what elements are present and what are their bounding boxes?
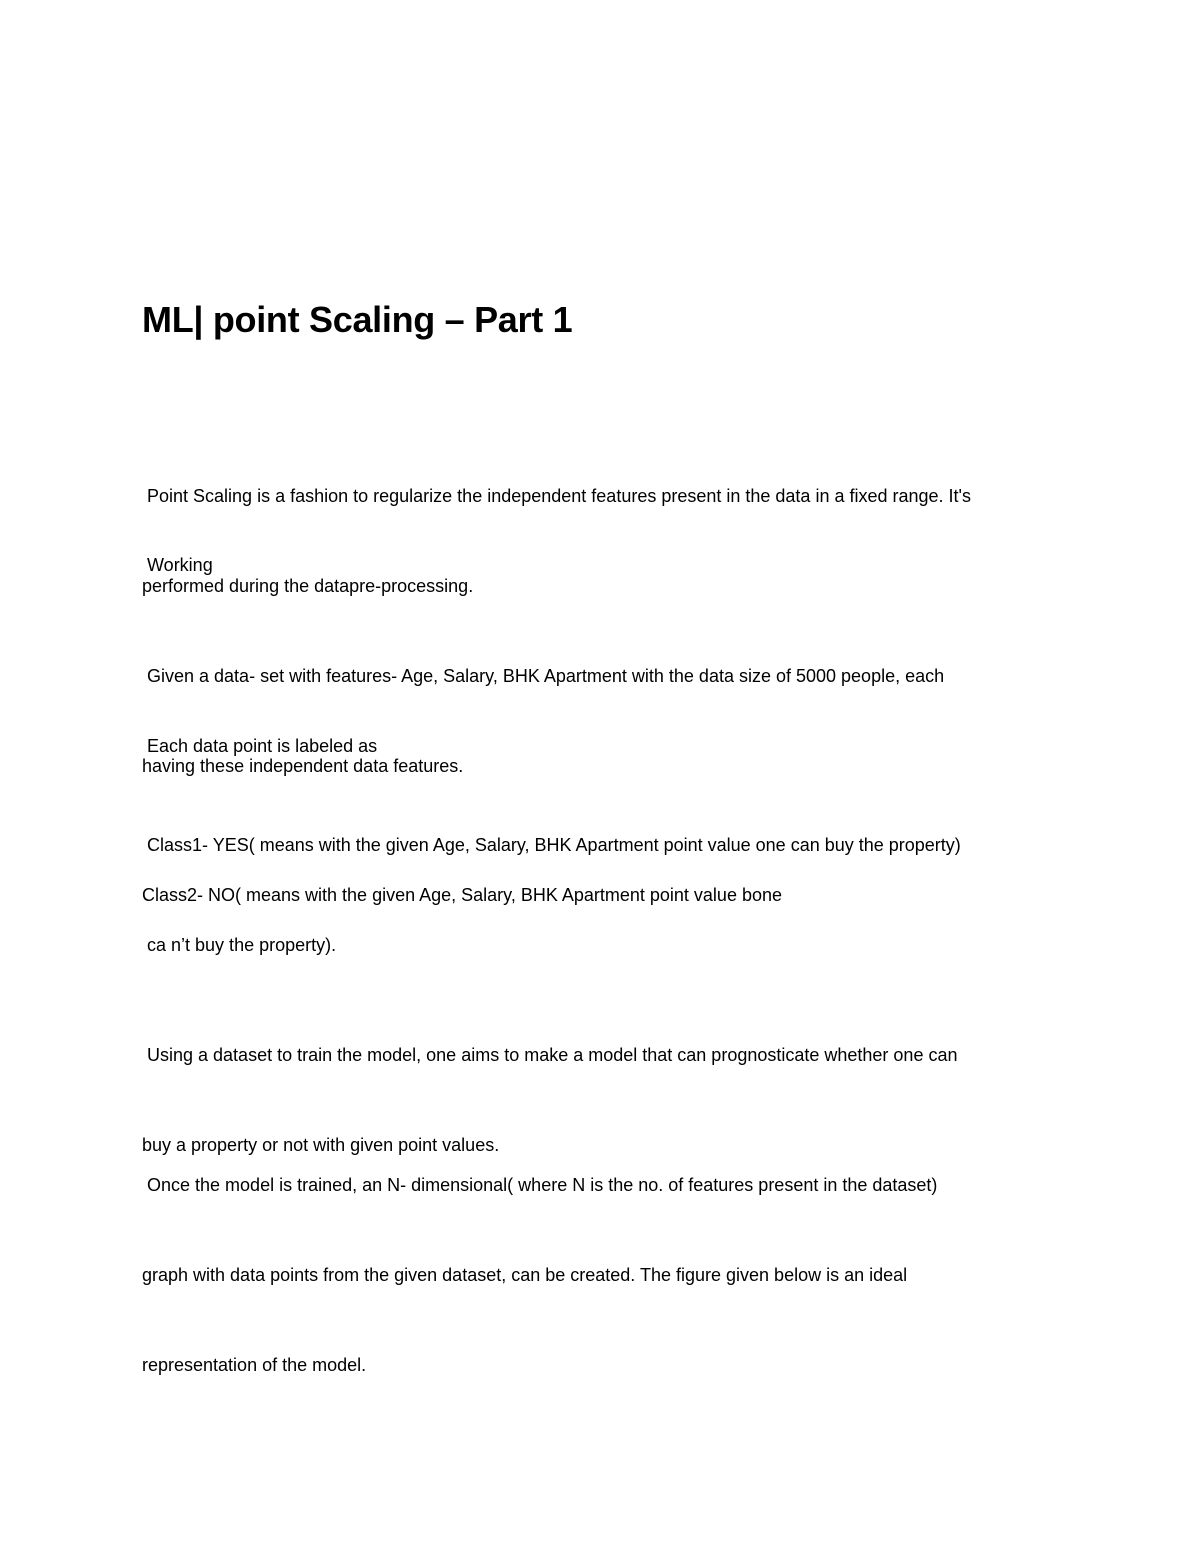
intro-line-1: Point Scaling is a fashion to regularize the independent features present in the data in a fixed range. It's [142, 486, 971, 506]
working-heading: Working [142, 555, 213, 575]
given-line-2: having these independent data features. [142, 756, 464, 776]
given-paragraph [142, 601, 1062, 841]
using-line-1: Using a dataset to train the model, one aims to make a model that can prognosticate whether one can [142, 1045, 958, 1065]
labeled-paragraph: Each data point is labeled as [142, 736, 378, 756]
using-line-2: buy a property or not with given point values. [142, 1135, 500, 1155]
once-line-1: Once the model is trained, an N- dimensional( where N is the no. of features present in the dataset) [142, 1175, 938, 1195]
given-line-1: Given a data- set with features- Age, Salary, BHK Apartment with the data size of 5000 people, each [142, 666, 945, 686]
once-line-2: graph with data points from the given dataset, can be created. The figure given below is an ideal [142, 1265, 908, 1285]
class1-paragraph: Class1- YES( means with the given Age, Salary, BHK Apartment point value one can buy the property) [142, 835, 961, 855]
once-paragraph [142, 1110, 1062, 1440]
intro-line-2: performed during the datapre-processing. [142, 576, 474, 596]
class2-paragraph: Class2- NO( means with the given Age, Salary, BHK Apartment point value bone [142, 885, 782, 905]
class2-continuation: ca n’t buy the property). [142, 935, 337, 955]
page-title: ML| point Scaling – Part 1 [142, 299, 573, 340]
once-line-3: representation of the model. [142, 1355, 367, 1375]
